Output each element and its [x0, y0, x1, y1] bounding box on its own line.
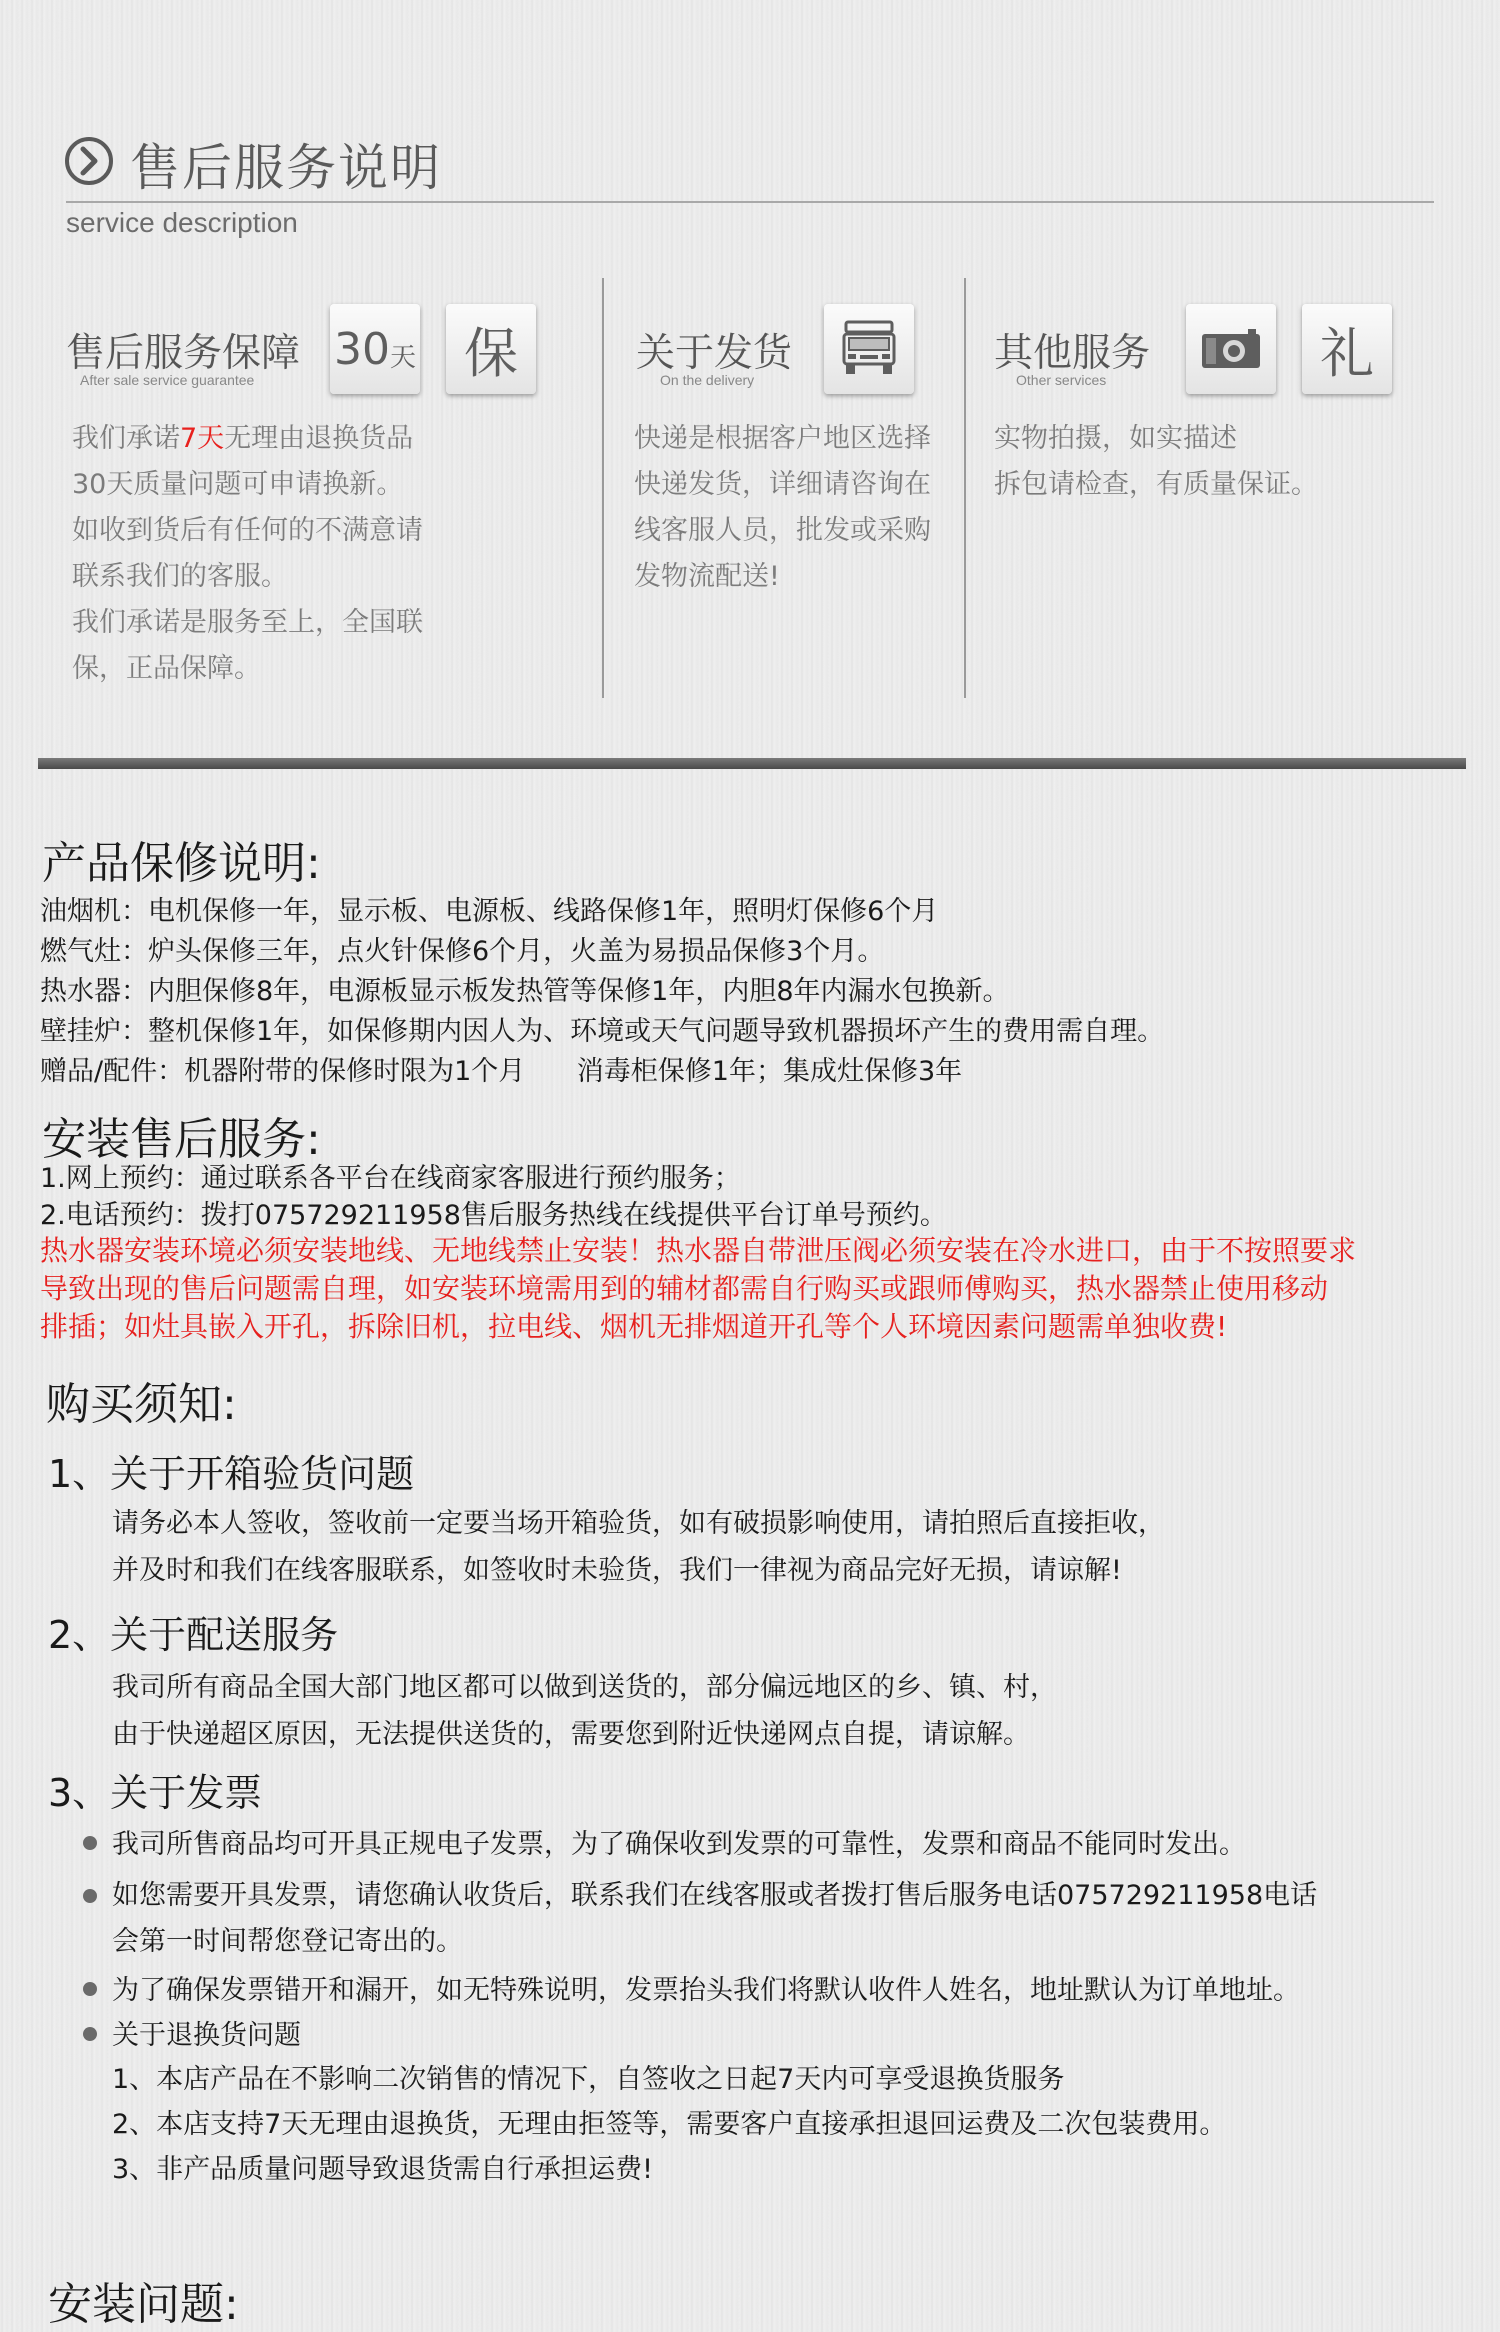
col2-line: 快递发货，详细请咨询在	[634, 469, 931, 500]
install-warning-line: 排插；如灶具嵌入开孔，拆除旧机，拉电线、烟机无排烟道开孔等个人环境因素问题需单独收费!	[40, 1310, 1228, 1343]
col1-line: 我们承诺是服务至上，全国联	[72, 607, 423, 638]
warranty-heading: 产品保修说明:	[42, 838, 321, 889]
col1-line: 联系我们的客服。	[72, 561, 288, 592]
page-subtitle: service description	[66, 207, 298, 238]
purchase-item1-body	[112, 1500, 1165, 1594]
install-issue-heading: 安装问题:	[48, 2279, 239, 2330]
purchase-heading: 购买须知:	[46, 1379, 237, 1430]
col2-line: 发物流配送!	[634, 561, 780, 592]
30-day-badge	[330, 304, 420, 394]
guarantee-badge: 保	[446, 304, 536, 394]
delivery-badge	[824, 304, 914, 394]
gift-badge: 礼	[1302, 304, 1392, 394]
photo-badge	[1186, 304, 1276, 394]
purchase-item2-title: 2、关于配送服务	[48, 1613, 339, 1657]
invoice-bullet	[112, 1873, 1317, 1965]
invoice-bullet: 为了确保发票错开和漏开，如无特殊说明，发票抬头我们将默认收件人姓名，地址默认为订单地址。	[112, 1975, 1300, 2006]
install-service-heading: 安装售后服务:	[42, 1114, 321, 1165]
camera-icon	[1198, 324, 1264, 374]
purchase-item3-title: 3、关于发票	[48, 1771, 263, 1815]
returns-list	[112, 2057, 1226, 2192]
col2-line: 线客服人员，批发或采购	[634, 515, 931, 546]
col1-line: 如收到货后有任何的不满意请	[72, 515, 423, 546]
invoice-bullet-line: 如您需要开具发票，请您确认收货后，联系我们在线客服或者拨打售后服务电话075729211958电话	[112, 1880, 1318, 1911]
col1-text	[72, 416, 423, 692]
install-warning-line: 导致出现的售后问题需自理，如安装环境需用到的辅材都需自行购买或跟师傅购买，热水器禁止使用移动	[40, 1272, 1329, 1305]
col1-subtitle: After sale service guarantee	[80, 372, 255, 388]
warranty-line: 燃气灶：炉头保修三年，点火针保修6个月，火盖为易损品保修3个月。	[40, 936, 885, 967]
install-warning	[40, 1232, 1356, 1346]
warranty-line: 油烟机：电机保修一年，显示板、电源板、线路保修1年，照明灯保修6个月	[40, 896, 939, 927]
col3-title: 其他服务	[994, 331, 1151, 376]
purchase-item2-line: 我司所有商品全国大部门地区都可以做到送货的，部分偏远地区的乡、镇、村，	[112, 1672, 1057, 1703]
bullet-dot	[83, 2027, 97, 2041]
30-day-badge-number: 30	[333, 323, 390, 375]
warranty-list	[40, 892, 1164, 1092]
invoice-bullet: 我司所售商品均可开具正规电子发票，为了确保收到发票的可靠性，发票和商品不能同时发出。	[112, 1829, 1246, 1860]
header-divider	[66, 201, 1434, 203]
arrow-circle-icon	[64, 136, 114, 186]
returns-bullet: 关于退换货问题	[112, 2020, 301, 2051]
col1-title: 售后服务保障	[66, 331, 301, 376]
install-line: 1.网上预约：通过联系各平台在线商家客服进行预约服务；	[40, 1163, 741, 1194]
warranty-line: 赠品/配件：机器附带的保修时限为1个月 消毒柜保修1年；集成灶保修3年	[40, 1056, 963, 1087]
purchase-item1-line: 请务必本人签收，签收前一定要当场开箱验货，如有破损影响使用，请拍照后直接拒收，	[112, 1508, 1165, 1539]
returns-line: 2、本店支持7天无理由退换货，无理由拒签等，需要客户直接承担退回运费及二次包装费用。	[112, 2109, 1227, 2140]
install-line: 2.电话预约：拨打075729211958售后服务热线在线提供平台订单号预约。	[40, 1200, 947, 1231]
page-title: 售后服务说明	[130, 139, 442, 197]
purchase-item1-title: 1、关于开箱验货问题	[48, 1452, 415, 1496]
bullet-dot	[83, 1982, 97, 1996]
install-service-list	[40, 1160, 947, 1234]
col1-line: 30天质量问题可申请换新。	[72, 469, 404, 500]
col2-text	[634, 416, 931, 600]
column-divider	[602, 278, 604, 698]
returns-line: 1、本店产品在不影响二次销售的情况下，自签收之日起7天内可享受退换货服务	[112, 2064, 1065, 2095]
truck-icon	[836, 316, 902, 382]
col2-line: 快递是根据客户地区选择	[634, 423, 931, 454]
install-warning-line: 热水器安装环境必须安装地线、无地线禁止安装！热水器自带泄压阀必须安装在冷水进口，由于不按照要求	[40, 1234, 1357, 1267]
purchase-item1-line: 并及时和我们在线客服联系，如签收时未验货，我们一律视为商品完好无损，请谅解!	[112, 1555, 1122, 1586]
col1-line: 我们承诺7天无理由退换货品	[72, 423, 414, 454]
purchase-item2-body	[112, 1664, 1057, 1758]
returns-line: 3、非产品质量问题导致退货需自行承担运费!	[112, 2154, 654, 2185]
bullet-dot	[83, 1836, 97, 1850]
col1-line: 保，正品保障。	[72, 653, 261, 684]
col3-text	[994, 416, 1318, 508]
30-day-badge-unit: 天	[389, 342, 416, 373]
purchase-item2-line: 由于快递超区原因，无法提供送货的，需要您到附近快递网点自提，请谅解。	[112, 1719, 1030, 1750]
col2-title: 关于发货	[636, 331, 793, 376]
column-divider	[964, 278, 966, 698]
warranty-line: 壁挂炉：整机保修1年，如保修期内因人为、环境或天气问题导致机器损坏产生的费用需自理。	[40, 1016, 1165, 1047]
section-divider	[38, 758, 1466, 769]
warranty-line: 热水器：内胆保修8年，电源板显示板发热管等保修1年，内胆8年内漏水包换新。	[40, 976, 1010, 1007]
bullet-dot	[83, 1889, 97, 1903]
col3-subtitle: Other services	[1016, 372, 1107, 388]
col2-subtitle: On the delivery	[660, 372, 755, 388]
invoice-bullet-line: 会第一时间帮您登记寄出的。	[112, 1926, 463, 1957]
col3-line: 实物拍摄，如实描述	[994, 423, 1237, 454]
col3-line: 拆包请检查，有质量保证。	[994, 469, 1318, 500]
